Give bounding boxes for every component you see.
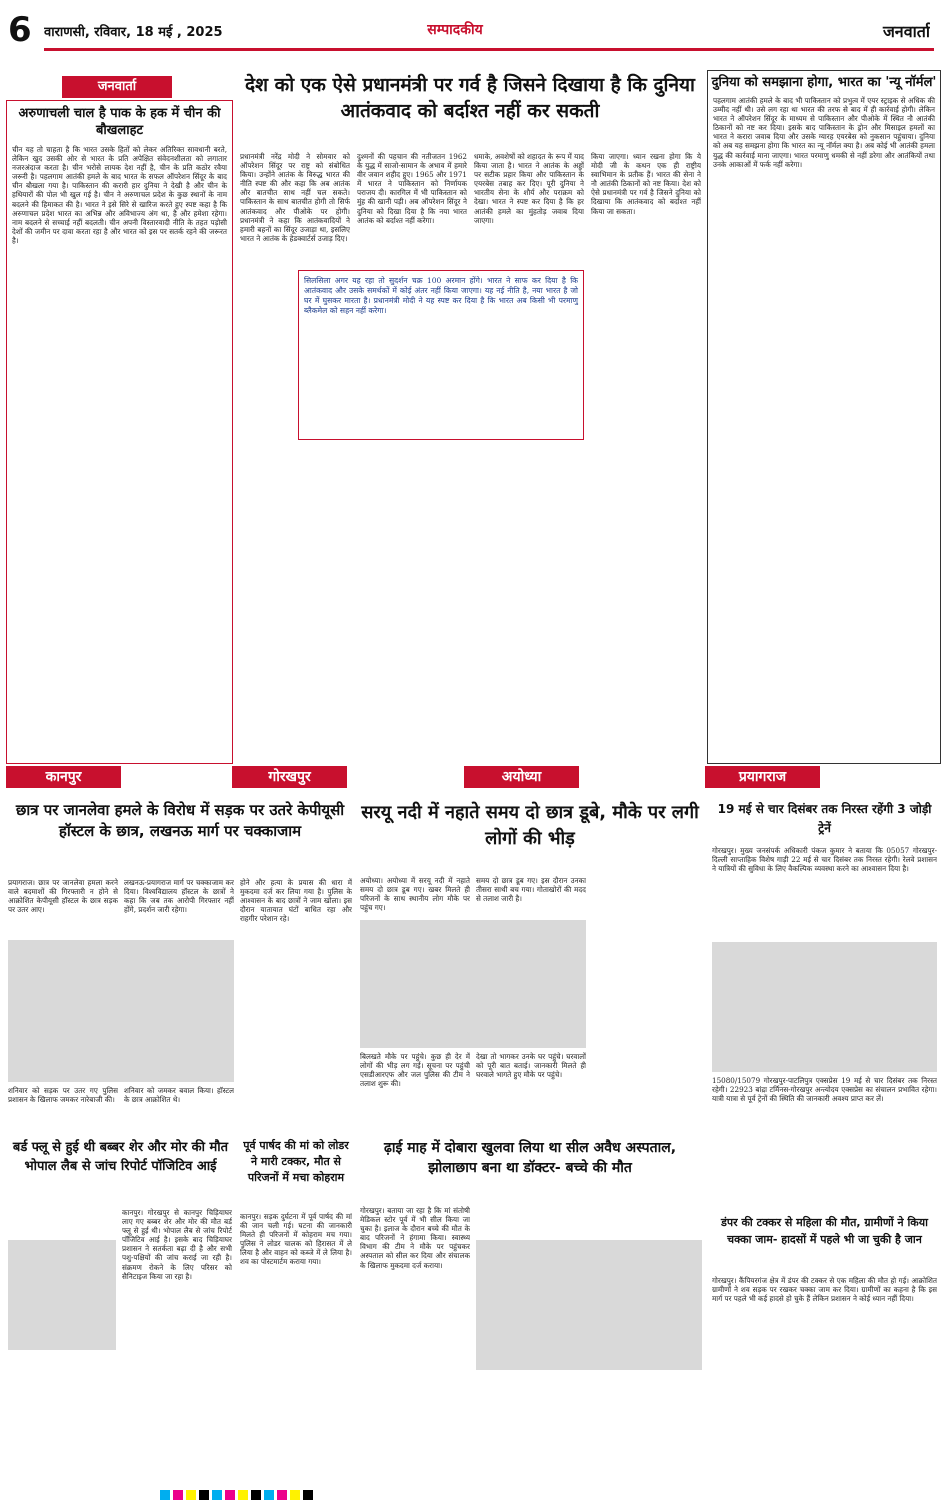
page-number: 6	[8, 10, 32, 50]
bird-body: कानपुर। गोरखपुर से कानपुर चिड़ियाघर लाए गए बब्बर शेर और मोर की मौत बर्ड फ्लू से हुई थी। भोपाल लैब से जांच रिपोर्ट पॉजिटिव आई है। इसके बाद चिड़ियाघर प्रशासन ने सतर्कता बढ़ा दी है और सभी पशु-पक्षियों की जांच कराई जा रही है। संक्रमण रोकने के लिए परिसर को सैनिटाइज किया जा रहा है।	[122, 1208, 232, 1281]
hospital-photo	[476, 1240, 702, 1370]
kanpur-headline: छात्र पर जानलेवा हमले के विरोध में सड़क पर उतरे केपीयूसी हॉस्टल के छात्र, लखनऊ मार्ग पर चक्काजाम	[15, 801, 345, 840]
main-col-2: दुश्मनों की पहचान की नतीजतन 1962 के युद्ध में साजो-सामान के अभाव में हमारे वीर जवान शहीद हुए। 1965 और 1971 में भारत ने पाकिस्तान को निर्णायक पराजय दी। कारगिल में भी पाकिस्तान को मुंह की खानी पड़ी। अब ऑपरेशन सिंदूर ने दुनिया को दिखा दिया है कि नया भारत आतंक को बर्दाश्त नहीं करेगा।	[357, 152, 467, 225]
masthead	[0, 0, 945, 58]
accident-headline: पूर्व पार्षद की मां को लोडर ने मारी टक्कर, मौत से परिजनों में मचा कोहराम	[243, 1139, 349, 1184]
right-col-body: पहलगाम आतंकी हमले के बाद भी पाकिस्तान को प्रभुत्व में एयर स्ट्राइक से अधिक की उम्मीद नहीं थी। उसे लग रहा था भारत की तरफ से बाद में ही कार्रवाई होगी। लेकिन भारत ने ऑपरेशन सिंदूर के माध्यम से पाकिस्तान और पीओके में स्थित नौ आतंकी ठिकानों को नष्ट कर दिया। इसके बाद पाकिस्तान के ड्रोन और मिसाइल हमलों का भारत ने करारा जवाब दिया और उसके ग्यारह एयरबेस को नुकसान पहुंचाया। दुनिया को अब यह समझना होगा कि भारत का न्यू नॉर्मल क्या है। अब कोई भी आतंकी हमला युद्ध की कार्रवाई माना जाएगा। भारत परमाणु धमकी से नहीं डरेगा और आतंकियों तथा उनके आकाओं में फर्क नहीं करेगा।	[713, 96, 935, 169]
kanpur-photo	[8, 940, 234, 1082]
trains-headline: 19 मई से चार दिसंबर तक निरस्त रहेंगी 3 जोड़ी ट्रेनें	[717, 802, 932, 835]
color-registration-bar	[160, 1490, 800, 1500]
left-col-body: चीन यह तो चाहता है कि भारत उसके हितों को लेकर अतिरिक्त सावधानी बरते, लेकिन खुद उसकी ओर से भारत के प्रति अपेक्षित संवेदनशीलता को लगातार नजरअंदाज करता है। चीन भरोसे लायक देश नहीं है, चीन के प्रति कठोर रवैया जरूरी है। पहलगाम आतंकी हमले के बाद भारत के सफल ऑपरेशन सिंदूर के बाद चीन बौखला गया है। पाकिस्तान की करारी हार दुनिया ने देखी है और चीन के हथियारों की पोल भी खुल गई है। चीन ने अरुणाचल प्रदेश के कुछ स्थानों के नाम बदलने की हिमाकत की है। भारत ने इसे सिरे से खारिज करते हुए स्पष्ट कहा है कि अरुणाचल प्रदेश भारत का अभिन्न और अविभाज्य अंग था, है और हमेशा रहेगा। नाम बदलने से सच्चाई नहीं बदलती। चीन अपनी विस्तारवादी नीति के तहत पड़ोसी देशों की जमीन पर दावा करता रहा है और भारत को इस पर सतर्क रहने की जरूरत है।	[12, 145, 227, 245]
bird-photo	[8, 1240, 116, 1350]
ayodhya-col-2: समय दो छात्र डूब गए। इस दौरान उनका तीसरा साथी बच गया। गोताखोरों की मदद से तलाश जारी है।	[476, 876, 586, 904]
left-col-title: अरुणाचली चाल है पाक के हक में चीन की बौखलाहट	[18, 106, 221, 138]
main-col-4: किया जाएगा। ध्यान रखना होगा कि ये मोदी जी के कथन एक ही राष्ट्रीय स्वाभिमान के प्रतीक हैं। भारत की सेना ने नौ आतंकी ठिकानों को नष्ट किया। देश को ऐसे प्रधानमंत्री पर गर्व है जिसने दुनिया को दिखाया कि आतंकवाद को बर्दाश्त नहीं किया जा सकता।	[591, 152, 701, 216]
kanpur-caption: शनिवार को सड़क पर उतर गए पुलिस प्रशासन के खिलाफ जमकर नारेबाजी की।	[8, 1086, 118, 1105]
ayodhya-headline: सरयू नदी में नहाते समय दो छात्र डूबे, मौके पर लगी लोगों की भीड़	[361, 802, 699, 849]
city-ayodhya: अयोध्या	[464, 766, 579, 788]
ayodhya-caption: बिलखते मौके पर पहुंचे। कुछ ही देर में लोगों की भीड़ लग गई। सूचना पर पहुंची एसडीआरएफ और जल पुलिस की टीम ने तलाश शुरू की।	[360, 1052, 470, 1089]
main-headline: देश को एक ऐसे प्रधानमंत्री पर गर्व है जिसने दिखाया है कि दुनिया आतंकवाद को बर्दाश्त नहीं कर सकती	[245, 74, 695, 122]
left-col-badge: जनवार्ता	[62, 76, 172, 98]
trains-photo	[712, 942, 937, 1072]
ayodhya-caption-2: देखा तो भागकर उनके घर पहुंचे। घरवालों को पूरी बात बताई। जानकारी मिलते ही घरवाले भागते हुए मौके पर पहुंचे।	[476, 1052, 586, 1080]
dumper-headline: डंपर की टक्कर से महिला की मौत, ग्रामीणों ने किया चक्का जाम- हादसों में पहले भी जा चुकी है जान	[721, 1216, 928, 1246]
dumper-body: गोरखपुर। कैंपियरगंज क्षेत्र में डंपर की टक्कर से एक महिला की मौत हो गई। आक्रोशित ग्रामीणों ने शव सड़क पर रखकर चक्का जाम कर दिया। ग्रामीणों का कहना है कि इस मार्ग पर पहले भी कई हादसे हो चुके हैं लेकिन प्रशासन ने कोई ध्यान नहीं दिया।	[712, 1276, 937, 1304]
right-col-box	[707, 70, 941, 764]
pullquote-text: सिलसिला अगर यह रहा तो सुदर्शन चक्र 100 अरमान होंगे। भारत ने साफ कर दिया है कि आतंकवाद और उसके समर्थकों में कोई अंतर नहीं किया जाएगा। यह नई नीति है, नया भारत है जो घर में घुसकर मारता है। प्रधानमंत्री मोदी ने यह स्पष्ट कर दिया है कि भारत अब किसी भी परमाणु ब्लैकमेल को सहन नहीं करेगा।	[304, 276, 578, 315]
trains-body: गोरखपुर। मुख्य जनसंपर्क अधिकारी पंकज कुमार ने बताया कि 05057 गोरखपुर-दिल्ली साप्ताहिक विशेष गाड़ी 22 मई से चार दिसंबर तक निरस्त रहेगी। रेलवे प्रशासन ने यात्रियों की सुविधा के लिए वैकल्पिक व्यवस्था करने का आश्वासन दिया है।	[712, 846, 937, 874]
main-col-3: धमाके, अवशेषों को शहादत के रूप में याद किया जाता है। भारत ने आतंक के अड्डों पर सटीक प्रहार किया और पाकिस्तान के एयरबेस तबाह कर दिए। पूरी दुनिया ने भारतीय सेना के शौर्य और पराक्रम को देखा। भारत ने स्पष्ट कर दिया है कि हर आतंकी हमले का मुंहतोड़ जवाब दिया जाएगा।	[474, 152, 584, 225]
city-gorakhpur: गोरखपुर	[232, 766, 347, 788]
city-prayagraj: प्रयागराज	[705, 766, 820, 788]
left-col-box	[6, 100, 233, 764]
kanpur-col-3: होने और हत्या के प्रयास की धारा में मुकदमा दर्ज कर लिया गया है। पुलिस के आश्वासन के बाद छात्रों ने जाम खोला। इस दौरान यातायात घंटों बाधित रहा और राहगीर परेशान रहे।	[240, 878, 352, 924]
dateline: वाराणसी, रविवार, 18 मई , 2025	[44, 25, 223, 40]
bird-headline: बर्ड फ्लू से हुई थी बब्बर शेर और मोर की मौत भोपाल लैब से जांच रिपोर्ट पॉजिटिव आई	[12, 1140, 229, 1174]
accident-body: कानपुर। सड़क दुर्घटना में पूर्व पार्षद की मां की जान चली गई। घटना की जानकारी मिलते ही परिजनों में कोहराम मच गया। पुलिस ने लोडर चालक को हिरासत में ले लिया है और वाहन को कब्जे में ले लिया है। शव का पोस्टमार्टम कराया गया।	[240, 1212, 352, 1267]
main-col-1: प्रधानमंत्री नरेंद्र मोदी ने सोमवार को ऑपरेशन सिंदूर पर राष्ट्र को संबोधित किया। उन्होंने आतंक के विरुद्ध भारत की नीति स्पष्ट की और कहा कि अब आतंक और बातचीत साथ नहीं चल सकते। पाकिस्तान के साथ बातचीत होगी तो सिर्फ आतंकवाद और पीओके पर होगी। प्रधानमंत्री ने कहा कि आतंकवादियों ने हमारी बहनों का सिंदूर उजाड़ा था, इसलिए भारत ने आतंक के हेडक्वार्टर्स उजाड़ दिए।	[240, 152, 350, 243]
city-kanpur: कानपुर	[6, 766, 121, 788]
kanpur-caption-2: शनिवार को जमकर बवाल किया। हॉस्टल के छात्र आक्रोशित थे।	[124, 1086, 234, 1105]
brand-label: जनवार्ता	[882, 22, 930, 41]
kanpur-col-1: प्रयागराज। छात्र पर जानलेवा हमला करने वाले बदमाशों की गिरफ्तारी न होने से आक्रोशित केपीयूसी हॉस्टल के छात्र सड़क पर उतर आए।	[8, 878, 118, 915]
trains-body-2: 15080/15079 गोरखपुर-पाटलिपुत्र एक्सप्रेस 19 मई से चार दिसंबर तक निरस्त रहेगी। 22923 बांद्रा टर्मिनस-गोरखपुर अन्त्योदय एक्सप्रेस का संचालन प्रभावित रहेगा। यात्री यात्रा से पूर्व ट्रेनों की स्थिति की जानकारी अवश्य प्राप्त कर लें।	[712, 1076, 937, 1104]
hospital-headline: ढ़ाई माह में दोबारा खुलवा लिया था सील अवैध अस्पताल, झोलाछाप बना था डॉक्टर- बच्चे की मौत	[383, 1140, 677, 1176]
right-col-title: दुनिया को समझाना होगा, भारत का 'न्यू नॉर्मल'	[711, 75, 937, 90]
pullquote-box	[298, 270, 584, 440]
section-label: सम्पादकीय	[320, 18, 590, 42]
masthead-line	[44, 48, 934, 51]
ayodhya-photo	[360, 920, 586, 1048]
hospital-body: गोरखपुर। बताया जा रहा है कि मां संतोषी मेडिकल स्टोर पूर्व में भी सील किया जा चुका है। इलाज के दौरान बच्चे की मौत के बाद परिजनों ने हंगामा किया। स्वास्थ्य विभाग की टीम ने मौके पर पहुंचकर अस्पताल को सील कर दिया और संचालक के खिलाफ मुकदमा दर्ज कराया।	[360, 1206, 470, 1270]
kanpur-col-2: लखनऊ-प्रयागराज मार्ग पर चक्काजाम कर दिया। विश्वविद्यालय हॉस्टल के छात्रों ने कहा कि जब तक आरोपी गिरफ्तार नहीं होंगे, प्रदर्शन जारी रहेगा।	[124, 878, 234, 915]
ayodhya-col-1: अयोध्या। अयोध्या में सरयू नदी में नहाते समय दो छात्र डूब गए। खबर मिलते ही परिजनों के साथ स्थानीय लोग मौके पर पहुंच गए।	[360, 876, 470, 913]
